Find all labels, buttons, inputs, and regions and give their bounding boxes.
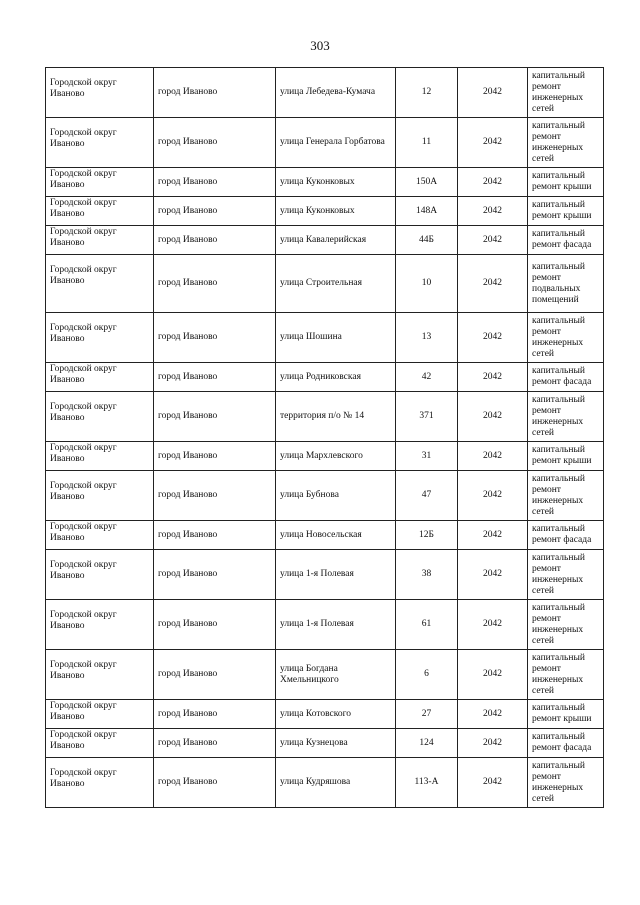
year-cell: 2042 (458, 758, 528, 808)
work-type-cell: капитальный ремонт фасада (528, 521, 604, 550)
city-cell: город Иваново (154, 442, 276, 471)
work-type-cell: капитальный ремонт фасада (528, 729, 604, 758)
year-cell: 2042 (458, 521, 528, 550)
house-number-cell: 38 (396, 550, 458, 600)
table-row (46, 758, 604, 808)
year-cell: 2042 (458, 442, 528, 471)
year-cell: 2042 (458, 226, 528, 255)
city-cell: город Иваново (154, 363, 276, 392)
house-number-cell: 27 (396, 700, 458, 729)
street-cell: улица Богдана Хмельницкого (276, 650, 396, 700)
table-row (46, 600, 604, 650)
work-type-cell: капитальный ремонт инженерных сетей (528, 758, 604, 808)
district-cell: Городской округ Иваново (46, 313, 154, 363)
work-type-cell: капитальный ремонт инженерных сетей (528, 118, 604, 168)
work-type-cell: капитальный ремонт инженерных сетей (528, 68, 604, 118)
house-number-cell: 150А (396, 168, 458, 197)
district-cell: Городской округ Иваново (46, 729, 154, 758)
year-cell: 2042 (458, 363, 528, 392)
house-number-cell: 31 (396, 442, 458, 471)
city-cell: город Иваново (154, 550, 276, 600)
city-cell: город Иваново (154, 68, 276, 118)
work-type-cell: капитальный ремонт инженерных сетей (528, 313, 604, 363)
house-number-cell: 11 (396, 118, 458, 168)
street-cell: улица Шошина (276, 313, 396, 363)
city-cell: город Иваново (154, 255, 276, 313)
page-number: 303 (310, 38, 330, 53)
table-row (46, 363, 604, 392)
district-cell: Городской округ Иваново (46, 758, 154, 808)
table-row (46, 392, 604, 442)
table-row (46, 197, 604, 226)
year-cell: 2042 (458, 392, 528, 442)
house-number-cell: 12Б (396, 521, 458, 550)
work-type-cell: капитальный ремонт инженерных сетей (528, 550, 604, 600)
year-cell: 2042 (458, 650, 528, 700)
city-cell: город Иваново (154, 521, 276, 550)
street-cell: улица Кудряшова (276, 758, 396, 808)
house-number-cell: 44Б (396, 226, 458, 255)
street-cell: улица Куконковых (276, 197, 396, 226)
city-cell: город Иваново (154, 600, 276, 650)
work-type-cell: капитальный ремонт фасада (528, 363, 604, 392)
street-cell: улица 1-я Полевая (276, 600, 396, 650)
street-cell: территория п/о № 14 (276, 392, 396, 442)
table-row (46, 68, 604, 118)
city-cell: город Иваново (154, 471, 276, 521)
street-cell: улица Родниковская (276, 363, 396, 392)
house-number-cell: 124 (396, 729, 458, 758)
work-type-cell: капитальный ремонт инженерных сетей (528, 392, 604, 442)
year-cell: 2042 (458, 700, 528, 729)
house-number-cell: 148А (396, 197, 458, 226)
district-cell: Городской округ Иваново (46, 600, 154, 650)
work-type-cell: капитальный ремонт инженерных сетей (528, 471, 604, 521)
district-cell: Городской округ Иваново (46, 521, 154, 550)
house-number-cell: 10 (396, 255, 458, 313)
house-number-cell: 371 (396, 392, 458, 442)
city-cell: город Иваново (154, 226, 276, 255)
street-cell: улица Генерала Горбатова (276, 118, 396, 168)
street-cell: улица Новосельская (276, 521, 396, 550)
work-type-cell: капитальный ремонт крыши (528, 168, 604, 197)
work-type-cell: капитальный ремонт инженерных сетей (528, 650, 604, 700)
district-cell: Городской округ Иваново (46, 118, 154, 168)
table-row (46, 118, 604, 168)
house-number-cell: 6 (396, 650, 458, 700)
district-cell: Городской округ Иваново (46, 255, 154, 313)
table-row (46, 255, 604, 313)
city-cell: город Иваново (154, 118, 276, 168)
year-cell: 2042 (458, 729, 528, 758)
year-cell: 2042 (458, 600, 528, 650)
street-cell: улица Куконковых (276, 168, 396, 197)
district-cell: Городской округ Иваново (46, 442, 154, 471)
repair-registry-table (45, 67, 604, 808)
street-cell: улица Лебедева-Кумача (276, 68, 396, 118)
table-row (46, 729, 604, 758)
district-cell: Городской округ Иваново (46, 168, 154, 197)
year-cell: 2042 (458, 255, 528, 313)
house-number-cell: 47 (396, 471, 458, 521)
house-number-cell: 13 (396, 313, 458, 363)
street-cell: улица Мархлевского (276, 442, 396, 471)
street-cell: улица Кавалерийская (276, 226, 396, 255)
street-cell: улица Котовского (276, 700, 396, 729)
city-cell: город Иваново (154, 313, 276, 363)
table-row (46, 550, 604, 600)
table-row (46, 168, 604, 197)
year-cell: 2042 (458, 68, 528, 118)
house-number-cell: 42 (396, 363, 458, 392)
year-cell: 2042 (458, 471, 528, 521)
district-cell: Городской округ Иваново (46, 392, 154, 442)
table-row (46, 521, 604, 550)
work-type-cell: капитальный ремонт крыши (528, 197, 604, 226)
district-cell: Городской округ Иваново (46, 550, 154, 600)
street-cell: улица 1-я Полевая (276, 550, 396, 600)
district-cell: Городской округ Иваново (46, 471, 154, 521)
table-row (46, 442, 604, 471)
work-type-cell: капитальный ремонт крыши (528, 442, 604, 471)
city-cell: город Иваново (154, 197, 276, 226)
district-cell: Городской округ Иваново (46, 700, 154, 729)
table-row (46, 471, 604, 521)
district-cell: Городской округ Иваново (46, 650, 154, 700)
street-cell: улица Строительная (276, 255, 396, 313)
district-cell: Городской округ Иваново (46, 68, 154, 118)
year-cell: 2042 (458, 118, 528, 168)
city-cell: город Иваново (154, 729, 276, 758)
street-cell: улица Кузнецова (276, 729, 396, 758)
street-cell: улица Бубнова (276, 471, 396, 521)
year-cell: 2042 (458, 197, 528, 226)
city-cell: город Иваново (154, 758, 276, 808)
work-type-cell: капитальный ремонт крыши (528, 700, 604, 729)
year-cell: 2042 (458, 168, 528, 197)
city-cell: город Иваново (154, 168, 276, 197)
district-cell: Городской округ Иваново (46, 363, 154, 392)
city-cell: город Иваново (154, 700, 276, 729)
table-row (46, 650, 604, 700)
table-row (46, 226, 604, 255)
table-row (46, 313, 604, 363)
house-number-cell: 61 (396, 600, 458, 650)
house-number-cell: 12 (396, 68, 458, 118)
house-number-cell: 113-А (396, 758, 458, 808)
year-cell: 2042 (458, 313, 528, 363)
table-row (46, 700, 604, 729)
district-cell: Городской округ Иваново (46, 197, 154, 226)
year-cell: 2042 (458, 550, 528, 600)
district-cell: Городской округ Иваново (46, 226, 154, 255)
city-cell: город Иваново (154, 392, 276, 442)
work-type-cell: капитальный ремонт фасада (528, 226, 604, 255)
city-cell: город Иваново (154, 650, 276, 700)
work-type-cell: капитальный ремонт инженерных сетей (528, 600, 604, 650)
work-type-cell: капитальный ремонт подвальных помещений (528, 255, 604, 313)
